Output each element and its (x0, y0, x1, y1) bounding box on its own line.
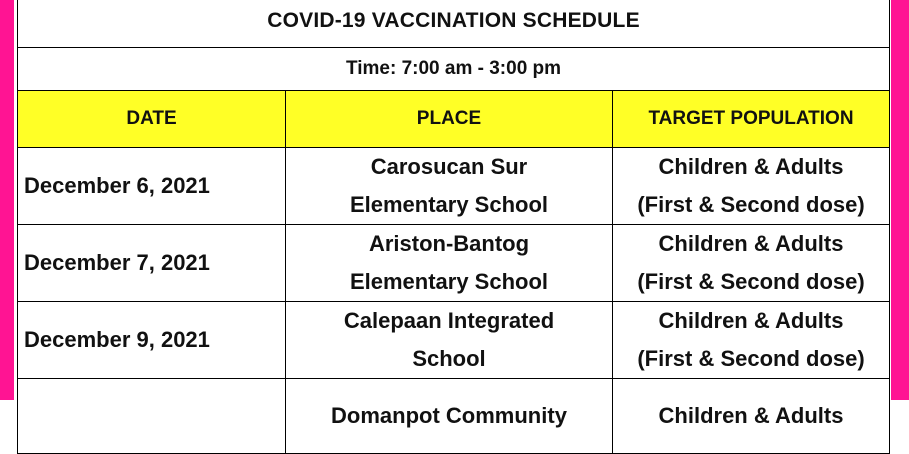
target-line: Children & Adults (658, 403, 844, 428)
target-line: (First & Second dose) (637, 269, 865, 294)
header-row (18, 91, 890, 148)
place-line: Domanpot Community (331, 403, 567, 428)
row-place (286, 225, 613, 302)
schedule-table (17, 0, 890, 454)
header-place: PLACE (286, 91, 613, 148)
row-date: December 6, 2021 (18, 148, 286, 225)
row-target (613, 225, 890, 302)
row-target (613, 148, 890, 225)
place-line: Carosucan Sur (370, 154, 528, 179)
target-line: (First & Second dose) (637, 192, 865, 217)
time-row (18, 48, 890, 91)
place-line: School (412, 346, 486, 371)
schedule-sheet (17, 0, 889, 454)
target-line: Children & Adults (658, 231, 844, 256)
header-target-population: TARGET POPULATION (613, 91, 890, 148)
header-date: DATE (18, 91, 286, 148)
place-line: Calepaan Integrated (343, 308, 555, 333)
row-date (18, 379, 286, 454)
row-date: December 7, 2021 (18, 225, 286, 302)
title-row (18, 0, 890, 48)
schedule-time: Time: 7:00 am - 3:00 pm (18, 48, 890, 91)
row-date: December 9, 2021 (18, 302, 286, 379)
row-target (613, 302, 890, 379)
place-line: Ariston-Bantog (368, 231, 530, 256)
target-line: Children & Adults (658, 154, 844, 179)
table-row (18, 225, 890, 302)
table-row (18, 302, 890, 379)
row-target (613, 379, 890, 454)
row-place (286, 379, 613, 454)
schedule-title: COVID-19 VACCINATION SCHEDULE (18, 0, 890, 48)
row-place (286, 302, 613, 379)
table-row (18, 148, 890, 225)
table-row (18, 379, 890, 454)
place-line: Elementary School (349, 269, 549, 294)
target-line: (First & Second dose) (637, 346, 865, 371)
place-line: Elementary School (349, 192, 549, 217)
row-place (286, 148, 613, 225)
target-line: Children & Adults (658, 308, 844, 333)
